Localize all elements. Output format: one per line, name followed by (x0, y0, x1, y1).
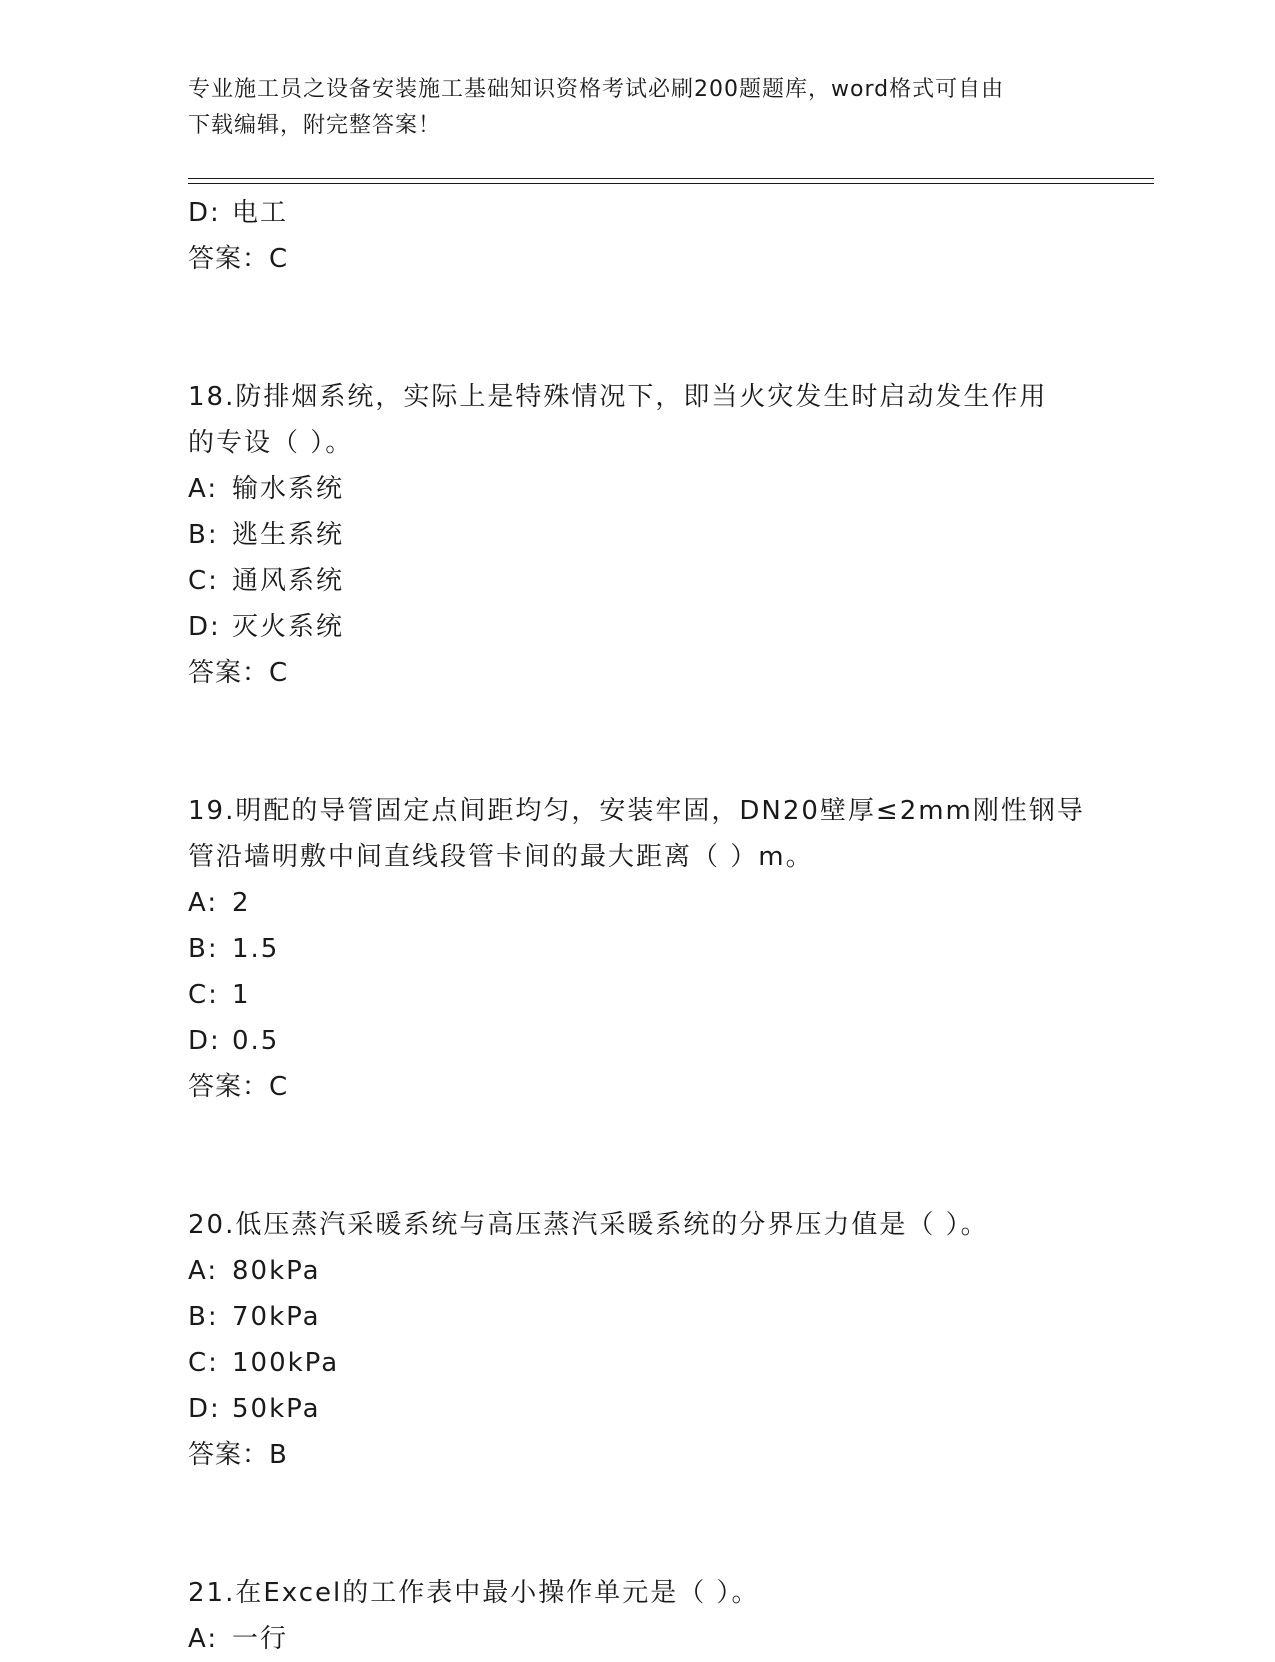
option-key: D: (188, 198, 221, 228)
answer: 答案：B (188, 1440, 288, 1470)
option-c (188, 558, 1088, 604)
question-21 (188, 1570, 1088, 1662)
document-header (188, 72, 1068, 144)
option-key: A: (188, 888, 219, 918)
question-text-line-2: 的专设（ ）。 (188, 428, 354, 458)
option-text: 70kPa (232, 1302, 321, 1332)
option-text: 100kPa (232, 1348, 340, 1378)
option-key: A: (188, 1256, 219, 1286)
option-text: 0.5 (232, 1026, 280, 1056)
header-divider-bottom (188, 183, 1154, 184)
option-c (188, 972, 1088, 1018)
option-text: 2 (232, 888, 251, 918)
header-divider-top (188, 178, 1154, 179)
option-text: 输水系统 (232, 474, 345, 504)
question-text-line-1: 20.低压蒸汽采暖系统与高压蒸汽采暖系统的分界压力值是（ ）。 (188, 1210, 989, 1240)
answer: 答案：C (188, 658, 289, 688)
question-list (188, 190, 1088, 1662)
option-text: 一行 (232, 1624, 289, 1654)
option-b (188, 1294, 1088, 1340)
option-text: 50kPa (232, 1394, 321, 1424)
option-b (188, 512, 1088, 558)
option-b (188, 926, 1088, 972)
question-text-line-1: 18.防排烟系统，实际上是特殊情况下，即当火灾发生时启动发生作用 (188, 382, 1048, 412)
question-text-line-2: 管沿墙明敷中间直线段管卡间的最大距离（ ）m。 (188, 842, 814, 872)
option-key: C: (188, 1348, 219, 1378)
option-key: A: (188, 1624, 219, 1654)
header-title-line-1: 专业施工员之设备安装施工基础知识资格考试必刷200题题库，word格式可自由 (188, 77, 1005, 102)
option-key: D: (188, 612, 221, 642)
option-key: D: (188, 1394, 221, 1424)
question-19 (188, 788, 1088, 1110)
option-a (188, 466, 1088, 512)
option-a (188, 1248, 1088, 1294)
option-key: C: (188, 980, 219, 1010)
header-title-line-2: 下载编辑，附完整答案！ (188, 113, 442, 138)
option-key: D: (188, 1026, 221, 1056)
option-d (188, 1386, 1088, 1432)
question-text-line-1: 21.在Excel的工作表中最小操作单元是（ ）。 (188, 1578, 760, 1608)
option-text: 通风系统 (232, 566, 345, 596)
option-key: B: (188, 934, 219, 964)
option-key: B: (188, 520, 219, 550)
option-d (188, 190, 1088, 236)
option-text: 逃生系统 (232, 520, 345, 550)
option-text: 电工 (232, 198, 289, 228)
option-d (188, 604, 1088, 650)
option-key: C: (188, 566, 219, 596)
option-text: 灭火系统 (232, 612, 345, 642)
question-text-line-1: 19.明配的导管固定点间距均匀，安装牢固，DN20壁厚≤2mm刚性钢导 (188, 796, 1085, 826)
option-a (188, 880, 1088, 926)
option-text: 1.5 (232, 934, 280, 964)
answer: 答案：C (188, 244, 289, 274)
question-18 (188, 374, 1088, 696)
option-key: A: (188, 474, 219, 504)
option-text: 1 (232, 980, 251, 1010)
option-text: 80kPa (232, 1256, 321, 1286)
option-a (188, 1616, 1088, 1662)
option-key: B: (188, 1302, 219, 1332)
question-20 (188, 1202, 1088, 1478)
option-c (188, 1340, 1088, 1386)
option-d (188, 1018, 1088, 1064)
answer: 答案：C (188, 1072, 289, 1102)
